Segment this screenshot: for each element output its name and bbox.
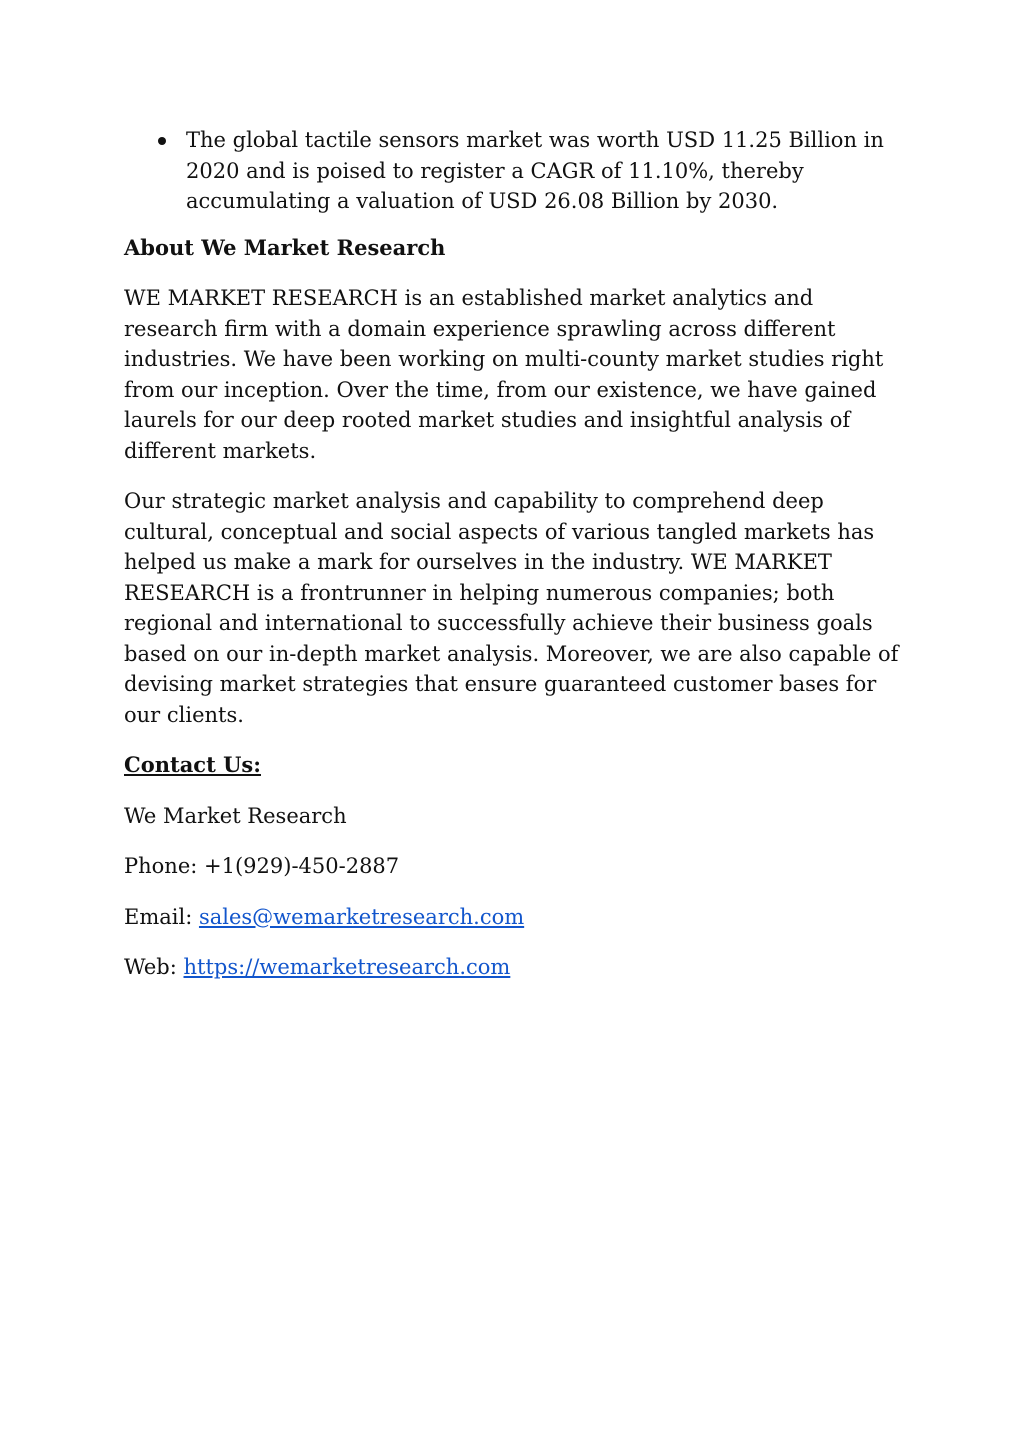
contact-phone-line <box>124 851 904 882</box>
email-label: Email: <box>124 904 199 929</box>
phone-number: +1(929)-450-2887 <box>204 854 400 878</box>
phone-label: Phone: <box>124 854 205 878</box>
bullet-icon <box>158 137 166 145</box>
web-link[interactable]: https://wemarketresearch.com <box>183 955 511 979</box>
bullet-text: The global tactile sensors market was worth USD 11.25 Billion in 2020 and is poised to register a CAGR of 11.10%, thereby accumulating a valuation of USD 26.08 Billion by 2030. <box>186 128 884 213</box>
contact-web-line <box>124 952 904 983</box>
contact-company: We Market Research <box>124 803 347 828</box>
list-item <box>124 125 904 217</box>
document-page <box>124 125 904 1003</box>
about-heading: About We Market Research <box>124 234 446 260</box>
about-paragraph-2: Our strategic market analysis and capability to comprehend deep cultural, conceptual and social aspects of various tangled markets has helped us make a mark for ourselves in the industry. WE MARKET RESEARCH is a frontrunner in helping numerous companies; both regional and international to successfully achieve their business goals based on our in-depth market analysis. Moreover, we are also capable of devising market strategies that ensure guaranteed customer bases for our clients. <box>124 489 899 727</box>
bullet-list <box>124 125 904 217</box>
web-label: Web: <box>124 955 184 979</box>
email-link[interactable]: sales@wemarketresearch.com <box>198 904 525 929</box>
about-paragraph-1: WE MARKET RESEARCH is an established market analytics and research firm with a domain experience sprawling across different industries. We have been working on multi-county market studies right from our inception. Over the time, from our existence, we have gained laurels for our deep rooted market studies and insightful analysis of different markets. <box>124 286 884 463</box>
contact-email-line <box>124 902 904 933</box>
contact-heading: Contact Us: <box>124 752 261 777</box>
